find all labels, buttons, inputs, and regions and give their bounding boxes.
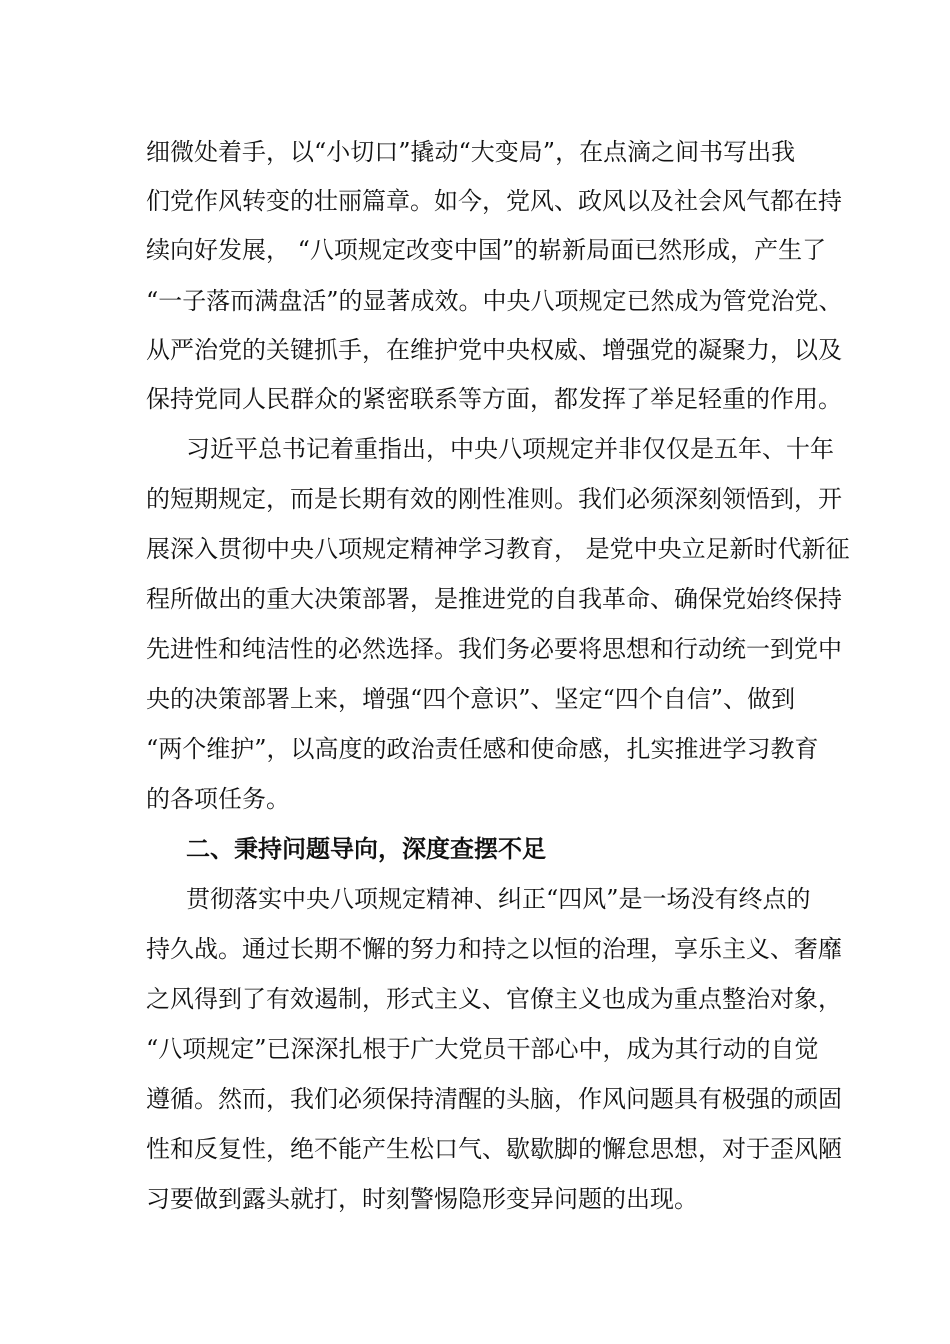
section-heading: 二、秉持问题导向，深度查摆不足 xyxy=(186,834,546,863)
paragraph-1-line-2: 们党作风转变的壮丽篇章。如今，党风、政风以及社会风气都在持 xyxy=(146,187,842,215)
paragraph-1-line-3: 续向好发展， “八项规定改变中国”的崭新局面已然形成，产生了 xyxy=(146,236,827,264)
paragraph-2-line-2: 的短期规定，而是长期有效的刚性准则。我们必须深刻领悟到，开 xyxy=(146,485,842,513)
paragraph-2-line-8: 的各项任务。 xyxy=(146,785,290,813)
paragraph-3-line-5: 遵循。然而，我们必须保持清醒的头脑，作风问题具有极强的顽固 xyxy=(146,1085,842,1113)
paragraph-2-line-1: 习近平总书记着重指出，中央八项规定并非仅仅是五年、十年 xyxy=(186,435,834,463)
paragraph-3-line-1: 贯彻落实中央八项规定精神、纠正“四风”是一场没有终点的 xyxy=(186,885,811,913)
paragraph-3-line-6: 性和反复性，绝不能产生松口气、歇歇脚的懈怠思想，对于歪风陋 xyxy=(146,1135,842,1163)
paragraph-3-line-7: 习要做到露头就打，时刻警惕隐形变异问题的出现。 xyxy=(146,1185,698,1213)
paragraph-3-line-3: 之风得到了有效遏制，形式主义、官僚主义也成为重点整治对象， xyxy=(146,985,842,1013)
paragraph-1-line-6: 保持党同人民群众的紧密联系等方面，都发挥了举足轻重的作用。 xyxy=(146,385,842,413)
paragraph-2-line-4: 程所做出的重大决策部署，是推进党的自我革命、确保党始终保持 xyxy=(146,585,842,613)
paragraph-2-line-7: “两个维护”，以高度的政治责任感和使命感，扎实推进学习教育 xyxy=(146,735,819,763)
paragraph-1-line-4: “一子落而满盘活”的显著成效。中央八项规定已然成为管党治党、 xyxy=(146,287,843,315)
paragraph-1-line-5: 从严治党的关键抓手，在维护党中央权威、增强党的凝聚力，以及 xyxy=(146,336,842,364)
paragraph-3-line-4: “八项规定”已深深扎根于广大党员干部心中，成为其行动的自觉 xyxy=(146,1035,819,1063)
paragraph-3-line-2: 持久战。通过长期不懈的努力和持之以恒的治理，享乐主义、奢靡 xyxy=(146,935,842,963)
paragraph-2-line-6: 央的决策部署上来，增强“四个意识”、坚定“四个自信”、做到 xyxy=(146,685,796,713)
paragraph-2-line-3: 展深入贯彻中央八项规定精神学习教育， 是党中央立足新时代新征 xyxy=(146,535,850,563)
paragraph-1-line-1: 细微处着手，以“小切口”撬动“大变局”，在点滴之间书写出我 xyxy=(146,138,796,166)
paragraph-2-line-5: 先进性和纯洁性的必然选择。我们务必要将思想和行动统一到党中 xyxy=(146,635,842,663)
